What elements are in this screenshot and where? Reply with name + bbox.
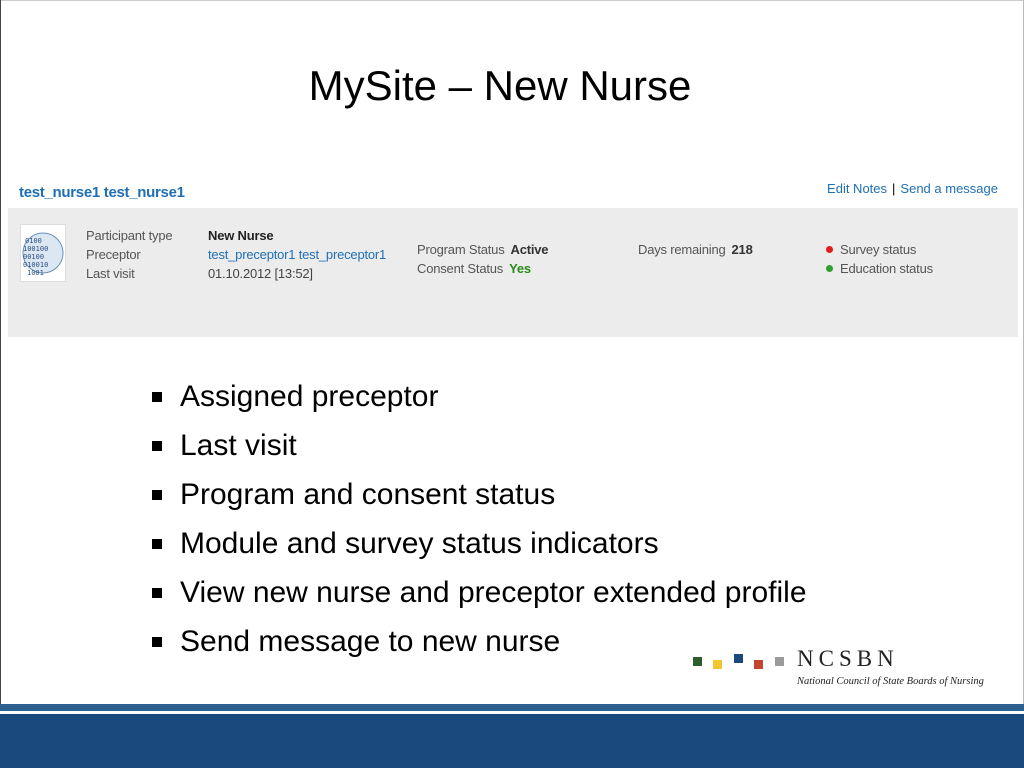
- bullet-text: Assigned preceptor: [180, 380, 439, 413]
- logo-square-icon: [775, 657, 784, 666]
- days-remaining-value: 218: [731, 242, 753, 257]
- profile-values: [208, 226, 386, 283]
- participant-type-value: New Nurse: [208, 228, 274, 243]
- svg-text:0100: 0100: [25, 237, 42, 245]
- logo-square-icon: [713, 660, 722, 669]
- send-message-link[interactable]: Send a message: [900, 181, 998, 196]
- status-block: [417, 240, 548, 278]
- days-remaining-label: Days remaining: [638, 242, 726, 257]
- square-bullet-icon: [152, 539, 162, 549]
- bullet-text: Send message to new nurse: [180, 625, 561, 658]
- svg-text:100100: 100100: [23, 245, 49, 253]
- actions-separator: |: [892, 181, 896, 196]
- program-status-label: Program Status: [417, 242, 505, 257]
- survey-status-label: Survey status: [840, 242, 917, 257]
- feature-bullet-list: [148, 372, 807, 666]
- slide-border-top: [0, 0, 1024, 1]
- profile-labels: [86, 226, 172, 283]
- bullet-item: [148, 519, 807, 568]
- bullet-item: [148, 372, 807, 421]
- consent-status-value: Yes: [509, 261, 531, 276]
- square-bullet-icon: [152, 490, 162, 500]
- profile-name-link[interactable]: test_nurse1 test_nurse1: [19, 184, 185, 201]
- last-visit-label: Last visit: [86, 266, 135, 281]
- bullet-item: [148, 568, 807, 617]
- participant-type-label: Participant type: [86, 228, 173, 243]
- bullet-text: View new nurse and preceptor extended profile: [180, 576, 807, 609]
- svg-text:00100: 00100: [23, 253, 45, 261]
- logo-square-icon: [734, 654, 743, 663]
- logo-square-icon: [693, 657, 702, 666]
- consent-status-label: Consent Status: [417, 261, 504, 276]
- square-bullet-icon: [152, 392, 162, 402]
- profile-actions: [827, 181, 998, 196]
- status-indicators: [826, 240, 933, 278]
- education-status-indicator: [826, 259, 933, 278]
- bullet-item: [148, 421, 807, 470]
- bullet-text: Program and consent status: [180, 478, 556, 511]
- footer-top-line: [0, 704, 1024, 711]
- days-remaining: [638, 240, 753, 259]
- square-bullet-icon: [152, 441, 162, 451]
- svg-text:010010: 010010: [23, 261, 49, 269]
- red-status-dot-icon: [826, 246, 833, 253]
- preceptor-label: Preceptor: [86, 247, 141, 262]
- logo-square-icon: [754, 660, 763, 669]
- last-visit-value: 01.10.2012 [13:52]: [208, 266, 313, 281]
- logo-subtitle: National Council of State Boards of Nursing: [797, 676, 984, 687]
- logo-wordmark: NCSBN: [797, 646, 899, 671]
- green-status-dot-icon: [826, 265, 833, 272]
- square-bullet-icon: [152, 588, 162, 598]
- edit-notes-link[interactable]: Edit Notes: [827, 181, 888, 196]
- binary-globe-icon: [21, 225, 65, 281]
- education-status-label: Education status: [840, 261, 933, 276]
- square-bullet-icon: [152, 637, 162, 647]
- bullet-item: [148, 470, 807, 519]
- bullet-text: Last visit: [180, 429, 297, 462]
- svg-text:1001: 1001: [27, 269, 44, 277]
- slide-title: MySite – New Nurse: [308, 62, 692, 109]
- preceptor-link[interactable]: test_preceptor1 test_preceptor1: [208, 247, 387, 262]
- avatar[interactable]: [20, 224, 66, 282]
- bullet-text: Module and survey status indicators: [180, 527, 659, 560]
- program-status-value: Active: [510, 242, 549, 257]
- survey-status-indicator: [826, 240, 933, 259]
- bullet-item: [148, 617, 807, 666]
- footer-band: [0, 714, 1024, 768]
- profile-panel: [8, 208, 1018, 337]
